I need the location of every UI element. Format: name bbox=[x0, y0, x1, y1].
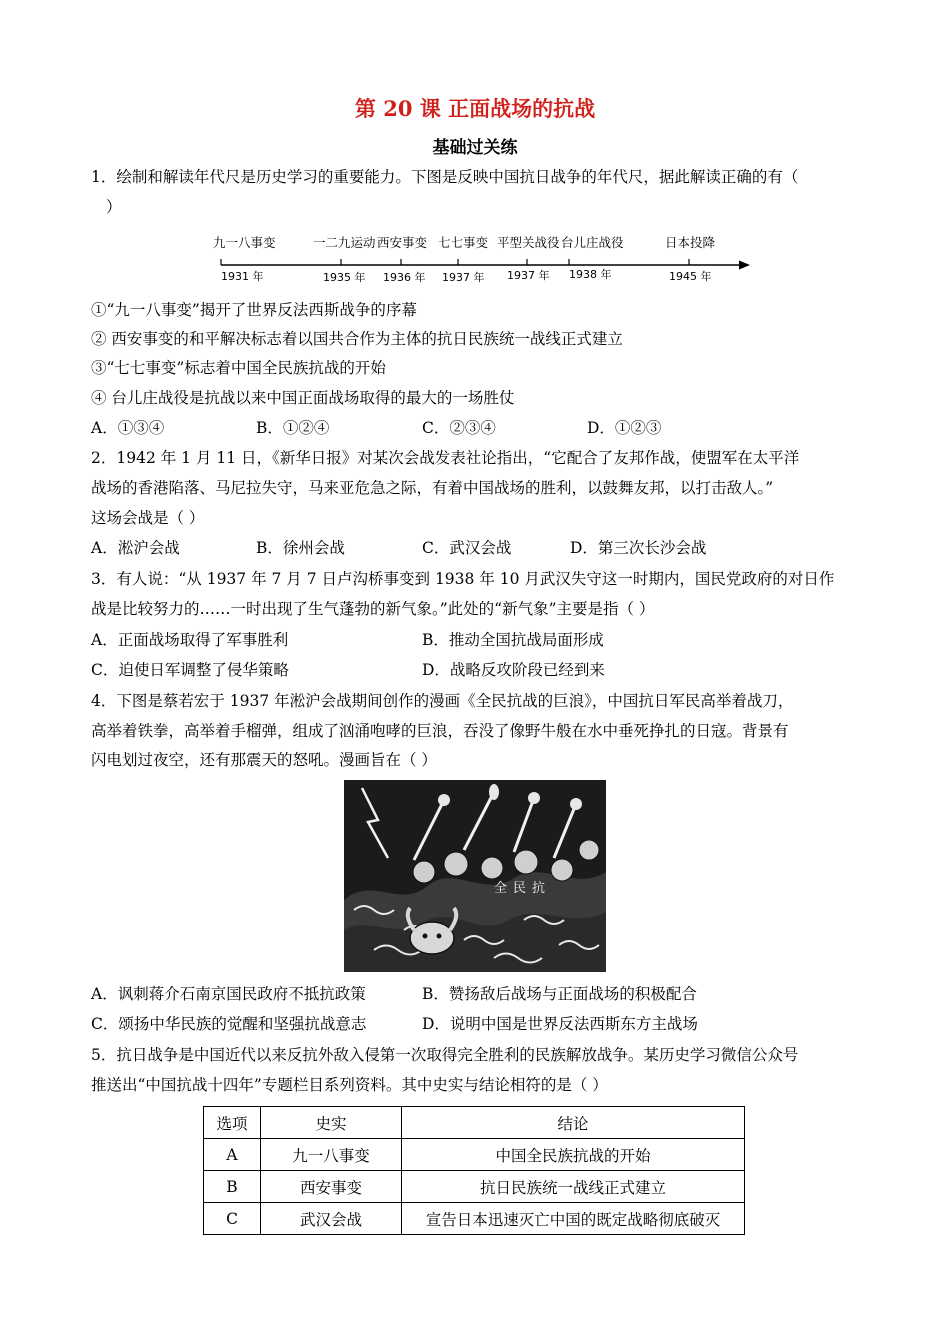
comic-illustration bbox=[344, 780, 606, 972]
q2-stem-line3: 这场会战是（ ） bbox=[91, 509, 205, 527]
timeline-event: 西安事变 bbox=[377, 235, 428, 250]
timeline-event: 台儿庄战役 bbox=[561, 235, 624, 250]
table-cell: 西安事变 bbox=[261, 1171, 402, 1203]
timeline-event: 平型关战役 bbox=[497, 235, 560, 250]
timeline-year: 1937 年 bbox=[507, 269, 550, 282]
q5-stem-line1: 5．抗日战争是中国近代以来反抗外敌入侵第一次取得完全胜利的民族解放战争。某历史学习微信公众号 bbox=[91, 1046, 799, 1064]
q1-option-d[interactable]: D．①②③ bbox=[587, 419, 662, 437]
comic-woodcut bbox=[344, 780, 606, 972]
timeline-year: 1938 年 bbox=[569, 268, 612, 281]
timeline-event: 日本投降 bbox=[665, 235, 716, 250]
q3-stem-line2: 战是比较努力的……一时出现了生气蓬勃的新气象。”此处的“新气象”主要是指（ ） bbox=[91, 600, 655, 618]
timeline-year: 1945 年 bbox=[669, 270, 712, 283]
q1-statement-2: ② 西安事变的和平解决标志着以国共合作为主体的抗日民族统一战线正式建立 bbox=[91, 330, 623, 348]
q4-option-b[interactable]: B．赞扬敌后战场与正面战场的积极配合 bbox=[422, 985, 697, 1003]
q2-stem-line2: 战场的香港陷落、马尼拉失守，马来亚危急之际，有着中国战场的胜利，以鼓舞友邦，以打击敌人。” bbox=[91, 479, 774, 497]
table-cell: 中国全民族抗战的开始 bbox=[402, 1139, 745, 1171]
table-cell: B bbox=[204, 1171, 261, 1203]
q2-stem-line1: 2．1942 年 1 月 11 日，《新华日报》对某次会战发表社论指出，“它配合了友邦作战，使盟军在太平洋 bbox=[91, 449, 800, 467]
q1-option-a[interactable]: A．①③④ bbox=[91, 419, 165, 437]
timeline-event: 一二九运动 bbox=[313, 235, 376, 250]
q2-option-c[interactable]: C．武汉会战 bbox=[422, 539, 512, 557]
timeline-ticks bbox=[221, 259, 689, 265]
q2-option-b[interactable]: B．徐州会战 bbox=[256, 539, 345, 557]
q5-facts-table bbox=[203, 1106, 745, 1235]
q2-option-a[interactable]: A．淞沪会战 bbox=[91, 539, 180, 557]
table-header-cell: 结论 bbox=[402, 1107, 745, 1139]
q1-stem-line2: ） bbox=[106, 198, 122, 216]
table-cell: 抗日民族统一战线正式建立 bbox=[402, 1171, 745, 1203]
timeline-year: 1931 年 bbox=[221, 270, 264, 283]
q3-option-b[interactable]: B．推动全国抗战局面形成 bbox=[422, 631, 604, 649]
q2-option-d[interactable]: D．第三次长沙会战 bbox=[570, 539, 707, 557]
table-cell: 九一八事变 bbox=[261, 1139, 402, 1171]
q1-statement-1: ①“九一八事变”揭开了世界反法西斯战争的序幕 bbox=[91, 301, 417, 319]
q1-stem-line1: 1．绘制和解读年代尺是历史学习的重要能力。下图是反映中国抗日战争的年代尺，据此解读正确的有（ bbox=[91, 168, 799, 186]
timeline-year: 1936 年 bbox=[383, 271, 426, 284]
table-cell: C bbox=[204, 1203, 261, 1235]
section-subtitle: 基础过关练 bbox=[432, 138, 518, 158]
q4-option-c[interactable]: C．颂扬中华民族的觉醒和坚强抗战意志 bbox=[91, 1015, 367, 1033]
q3-option-c[interactable]: C．迫使日军调整了侵华策略 bbox=[91, 661, 289, 679]
table-row bbox=[204, 1171, 745, 1203]
comic-caption: 全民抗 bbox=[494, 881, 552, 896]
table-cell: 宣告日本迅速灭亡中国的既定战略彻底破灭 bbox=[402, 1203, 745, 1235]
q4-stem-line1: 4．下图是蔡若宏于 1937 年淞沪会战期间创作的漫画《全民抗战的巨浪》，中国抗日军民高举着战刀， bbox=[91, 692, 794, 710]
q1-timeline bbox=[205, 232, 750, 284]
q4-stem-line3: 闪电划过夜空，还有那震天的怒吼。漫画旨在（ ） bbox=[91, 751, 437, 769]
table-cell: A bbox=[204, 1139, 261, 1171]
table-header-row bbox=[204, 1107, 745, 1139]
q4-stem-line2: 高举着铁拳，高举着手榴弹，组成了汹涌咆哮的巨浪，吞没了像野牛般在水中垂死挣扎的日寇。背景有 bbox=[91, 722, 789, 740]
timeline-year: 1935 年 bbox=[323, 271, 366, 284]
q4-option-d[interactable]: D．说明中国是世界反法西斯东方主战场 bbox=[422, 1015, 698, 1033]
timeline-arrow bbox=[739, 261, 750, 270]
q1-option-c[interactable]: C．②③④ bbox=[422, 419, 496, 437]
q3-option-d[interactable]: D．战略反攻阶段已经到来 bbox=[422, 661, 605, 679]
table-cell: 武汉会战 bbox=[261, 1203, 402, 1235]
q3-option-a[interactable]: A．正面战场取得了军事胜利 bbox=[91, 631, 289, 649]
q1-statement-3: ③“七七事变”标志着中国全民族抗战的开始 bbox=[91, 359, 386, 377]
q1-statement-4: ④ 台儿庄战役是抗战以来中国正面战场取得的最大的一场胜仗 bbox=[91, 389, 515, 407]
table-row bbox=[204, 1203, 745, 1235]
timeline-event: 七七事变 bbox=[438, 235, 489, 250]
table-header-cell: 史实 bbox=[261, 1107, 402, 1139]
table-row bbox=[204, 1139, 745, 1171]
timeline-year: 1937 年 bbox=[442, 271, 485, 284]
q4-option-a[interactable]: A．讽刺蒋介石南京国民政府不抵抗政策 bbox=[91, 985, 366, 1003]
q5-stem-line2: 推送出“中国抗战十四年”专题栏目系列资料。其中史实与结论相符的是（ ） bbox=[91, 1076, 608, 1094]
q3-stem-line1: 3．有人说：“从 1937 年 7 月 7 日卢沟桥事变到 1938 年 10 月武汉失守这一时期内，国民党政府的对日作 bbox=[91, 570, 835, 588]
table-header-cell: 选项 bbox=[204, 1107, 261, 1139]
timeline-event: 九一八事变 bbox=[213, 235, 276, 250]
q1-option-b[interactable]: B．①②④ bbox=[256, 419, 330, 437]
page-title: 第 20 课 正面战场的抗战 bbox=[354, 96, 596, 121]
